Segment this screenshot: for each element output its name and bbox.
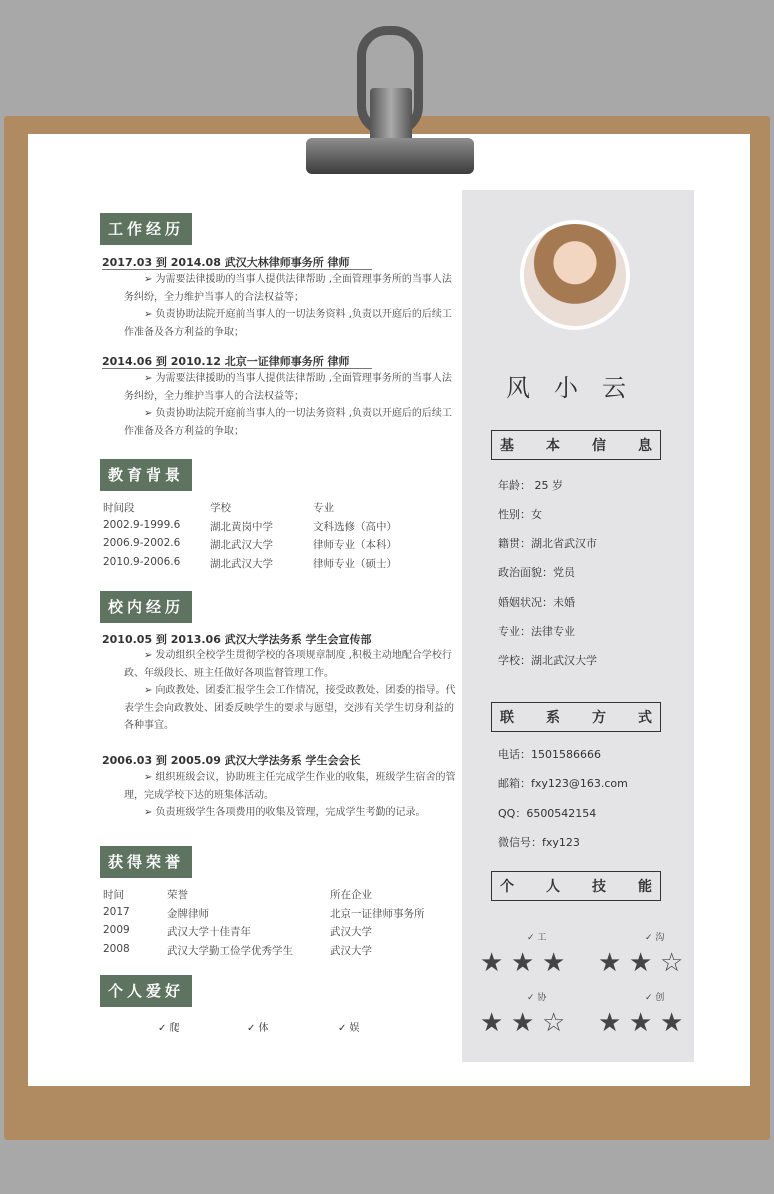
info-school: 学校：湖北武汉大学 bbox=[498, 654, 597, 667]
table-header: 学校 bbox=[210, 502, 231, 514]
honors-col-time bbox=[103, 887, 130, 961]
heading-char: 基 bbox=[500, 438, 514, 454]
filled-star-icon: ★ bbox=[542, 948, 566, 978]
filled-star-icon: ★ bbox=[480, 1008, 504, 1038]
table-cell: 2006.9-2002.6 bbox=[103, 537, 181, 549]
filled-star-icon: ★ bbox=[511, 1008, 535, 1038]
skill-label: ✓ 工 bbox=[527, 933, 547, 943]
job-header bbox=[102, 254, 350, 270]
info-marital: 婚姻状况：未婚 bbox=[498, 596, 575, 609]
heading-char: 式 bbox=[638, 710, 652, 726]
job-header bbox=[102, 353, 350, 369]
campus-header: 2006.03 到 2005.09 武汉大学法务系 学生会会长 bbox=[102, 754, 361, 767]
divider bbox=[102, 368, 372, 369]
table-cell: 2008 bbox=[103, 942, 130, 955]
table-header: 专业 bbox=[313, 502, 334, 514]
skill-label: ✓ 沟 bbox=[645, 933, 665, 943]
table-cell: 湖北武汉大学 bbox=[210, 539, 273, 551]
table-cell: 律师专业（本科） bbox=[313, 539, 397, 551]
job-bullet: ➢ 为需要法律援助的当事人提供法律帮助 ,全面管理事务所的当事人法务纠纷，全力维护当事人的合法权益等； bbox=[124, 274, 452, 303]
filled-star-icon: ★ bbox=[480, 948, 504, 978]
job-header-text: 2017.03 到 2014.08 武汉大林律师事务所 律师 bbox=[102, 256, 350, 269]
skill-label: ✓ 协 bbox=[527, 993, 547, 1003]
clip-neck bbox=[370, 88, 412, 144]
heading-char: 联 bbox=[500, 710, 514, 726]
heading-char: 息 bbox=[638, 438, 652, 454]
hobby-item: ✓ 爬 bbox=[158, 1023, 180, 1034]
education-col-school bbox=[210, 500, 273, 574]
profile-name: 风小云 bbox=[506, 374, 650, 402]
hobbies-title: 个人爱好 bbox=[100, 975, 192, 1007]
table-cell: 文科选修（高中） bbox=[313, 520, 397, 533]
job-bullet: ➢ 为需要法律援助的当事人提供法律帮助 ,全面管理事务所的当事人法务纠纷，全力维护当事人的合法权益等； bbox=[124, 373, 452, 402]
heading-char: 本 bbox=[546, 438, 560, 454]
education-col-major bbox=[313, 500, 397, 574]
heading-char: 个 bbox=[500, 879, 514, 895]
campus-title: 校内经历 bbox=[100, 591, 192, 623]
clip-body bbox=[306, 138, 474, 174]
education-col-time bbox=[103, 500, 180, 574]
table-header: 时间段 bbox=[103, 502, 135, 514]
contact-qq: QQ：6500542154 bbox=[498, 807, 597, 820]
honors-col-org bbox=[330, 887, 425, 961]
heading-char: 能 bbox=[638, 879, 652, 895]
table-cell: 2009 bbox=[103, 924, 130, 936]
info-major: 专业：法律专业 bbox=[498, 625, 575, 638]
table-cell: 2002.9-1999.6 bbox=[103, 518, 181, 531]
table-header: 所在企业 bbox=[330, 889, 372, 901]
empty-star-icon: ☆ bbox=[542, 1008, 566, 1038]
filled-star-icon: ★ bbox=[629, 1008, 653, 1038]
info-age: 年龄： 25 岁 bbox=[498, 479, 563, 492]
heading-char: 技 bbox=[592, 879, 606, 895]
job-bullet: ➢ 负责协助法院开庭前当事人的一切法务资料 ,负责以开庭后的后续工作准备及各方利益的争取； bbox=[124, 408, 452, 437]
honors-col-honor bbox=[167, 887, 293, 961]
filled-star-icon: ★ bbox=[598, 1008, 622, 1038]
info-gender: 性别：女 bbox=[498, 508, 542, 521]
contact-phone: 电话：1501586666 bbox=[498, 748, 601, 761]
filled-star-icon: ★ bbox=[629, 948, 653, 978]
empty-star-icon: ☆ bbox=[660, 948, 684, 978]
divider bbox=[102, 269, 372, 270]
info-hometown: 籍贯：湖北省武汉市 bbox=[498, 537, 597, 550]
table-cell: 2017 bbox=[103, 905, 130, 918]
table-cell: 湖北黄岗中学 bbox=[210, 520, 273, 533]
table-cell: 金牌律师 bbox=[167, 907, 209, 920]
campus-bullet: ➢ 组织班级会议，协助班主任完成学生作业的收集，班级学生宿舍的管理，完成学校下达的班集体活动。 bbox=[124, 772, 456, 801]
job-header-text: 2014.06 到 2010.12 北京一证律师事务所 律师 bbox=[102, 355, 350, 368]
filled-star-icon: ★ bbox=[660, 1008, 684, 1038]
table-cell: 2010.9-2006.6 bbox=[103, 555, 181, 568]
table-cell: 武汉大学十佳青年 bbox=[167, 926, 251, 938]
table-cell: 律师专业（硕士） bbox=[313, 557, 397, 570]
filled-star-icon: ★ bbox=[511, 948, 535, 978]
hobby-item: ✓ 体 bbox=[247, 1023, 269, 1034]
hobby-item: ✓ 娱 bbox=[338, 1023, 360, 1034]
info-political: 政治面貌：党员 bbox=[498, 566, 575, 579]
campus-bullet: ➢ 负责班级学生各项费用的收集及管理，完成学生考勤的记录。 bbox=[144, 807, 426, 818]
honors-title: 获得荣誉 bbox=[100, 846, 192, 878]
table-cell: 武汉大学 bbox=[330, 944, 372, 957]
contact-email: 邮箱：fxy123@163.com bbox=[498, 777, 628, 790]
filled-star-icon: ★ bbox=[598, 948, 622, 978]
table-cell: 湖北武汉大学 bbox=[210, 557, 273, 570]
table-cell: 武汉大学勤工俭学优秀学生 bbox=[167, 944, 293, 957]
heading-char: 系 bbox=[546, 710, 560, 726]
basic-info-heading bbox=[491, 430, 661, 460]
job-bullet: ➢ 负责协助法院开庭前当事人的一切法务资料 ,负责以开庭后的后续工作准备及各方利益的争取； bbox=[124, 309, 452, 338]
skill-label: ✓ 创 bbox=[645, 993, 665, 1003]
campus-header: 2010.05 到 2013.06 武汉大学法务系 学生会宣传部 bbox=[102, 633, 372, 646]
work-title: 工作经历 bbox=[100, 213, 192, 245]
campus-bullet: ➢ 向政教处、团委汇报学生会工作情况，接受政教处、团委的指导。代表学生会向政教处、团委反映学生的要求与愿望，交涉有关学生切身利益的各种事宜。 bbox=[124, 685, 456, 731]
table-header: 时间 bbox=[103, 889, 124, 901]
campus-bullet: ➢ 发动组织全校学生贯彻学校的各项规章制度 ,积极主动地配合学校行政、年级段长、班主任做好各项监督管理工作。 bbox=[124, 650, 452, 679]
heading-char: 方 bbox=[592, 710, 606, 726]
heading-char: 人 bbox=[546, 879, 560, 895]
table-header: 荣誉 bbox=[167, 889, 188, 901]
avatar bbox=[520, 220, 630, 330]
table-cell: 武汉大学 bbox=[330, 926, 372, 938]
contact-wechat: 微信号：fxy123 bbox=[498, 836, 580, 849]
contact-heading bbox=[491, 702, 661, 732]
skills-heading bbox=[491, 871, 661, 901]
heading-char: 信 bbox=[592, 438, 606, 454]
education-title: 教育背景 bbox=[100, 459, 192, 491]
table-cell: 北京一证律师事务所 bbox=[330, 907, 425, 920]
